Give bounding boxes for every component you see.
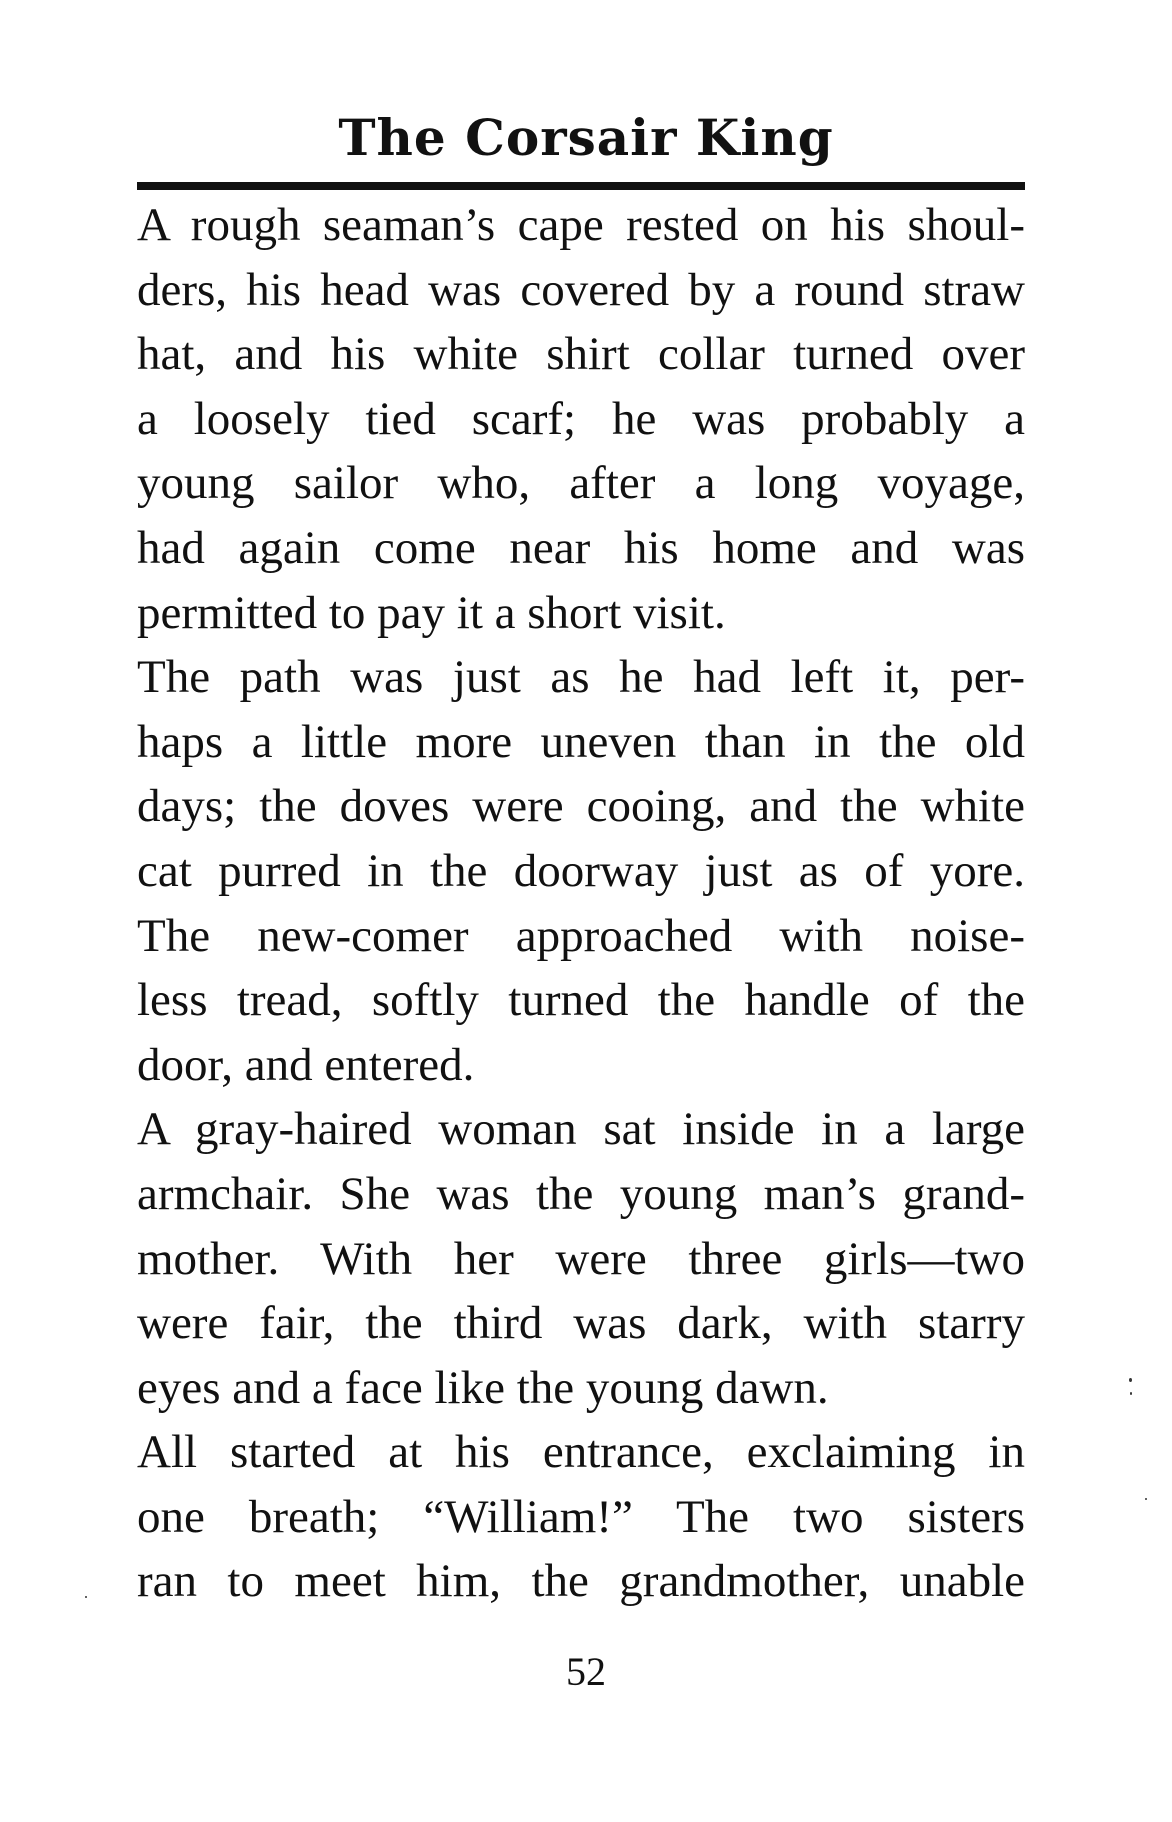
text-line: All started at his entrance, exclaiming in [137, 1426, 1025, 1479]
text-line: A rough seaman’s cape rested on his shoul- [137, 199, 1025, 251]
text-line: permitted to pay it a short visit. [137, 586, 726, 639]
scan-speck [85, 1596, 87, 1598]
running-header-title: The Corsair King [338, 108, 834, 167]
text-line: one breath; “William!” The two sisters [137, 1490, 1025, 1543]
text-line: The new-comer approached with noise- [137, 909, 1025, 962]
text-line: armchair. She was the young man’s grand- [137, 1167, 1025, 1220]
text-line: mother. With her were three girls—two [137, 1232, 1025, 1285]
text-line: eyes and a face like the young dawn. [137, 1361, 829, 1414]
text-line: hat, and his white shirt collar turned over [137, 328, 1025, 381]
text-line: ders, his head was covered by a round straw [137, 263, 1025, 316]
text-line: a loosely tied scarf; he was probably a [137, 392, 1025, 445]
scan-speck [1145, 1498, 1147, 1500]
text-line: The path was just as he had left it, per- [137, 651, 1025, 704]
text-line: ran to meet him, the grandmother, unable [137, 1555, 1025, 1608]
text-line: cat purred in the doorway just as of yore. [137, 844, 1025, 897]
page-number: 52 [566, 1649, 606, 1694]
text-line: A gray-haired woman sat inside in a large [137, 1103, 1025, 1156]
page-body-text [137, 193, 1025, 1614]
scan-speck [1130, 1392, 1132, 1395]
header-rule [137, 182, 1025, 190]
text-line: less tread, softly turned the handle of the [137, 974, 1025, 1027]
text-line: haps a little more uneven than in the old [137, 715, 1025, 768]
text-line: door, and entered. [137, 1038, 475, 1091]
text-line: days; the doves were cooing, and the white [137, 780, 1025, 833]
text-line: were fair, the third was dark, with starry [137, 1297, 1025, 1350]
text-line: had again come near his home and was [137, 521, 1025, 574]
scan-speck [1129, 1378, 1132, 1382]
text-line: young sailor who, after a long voyage, [137, 457, 1025, 510]
